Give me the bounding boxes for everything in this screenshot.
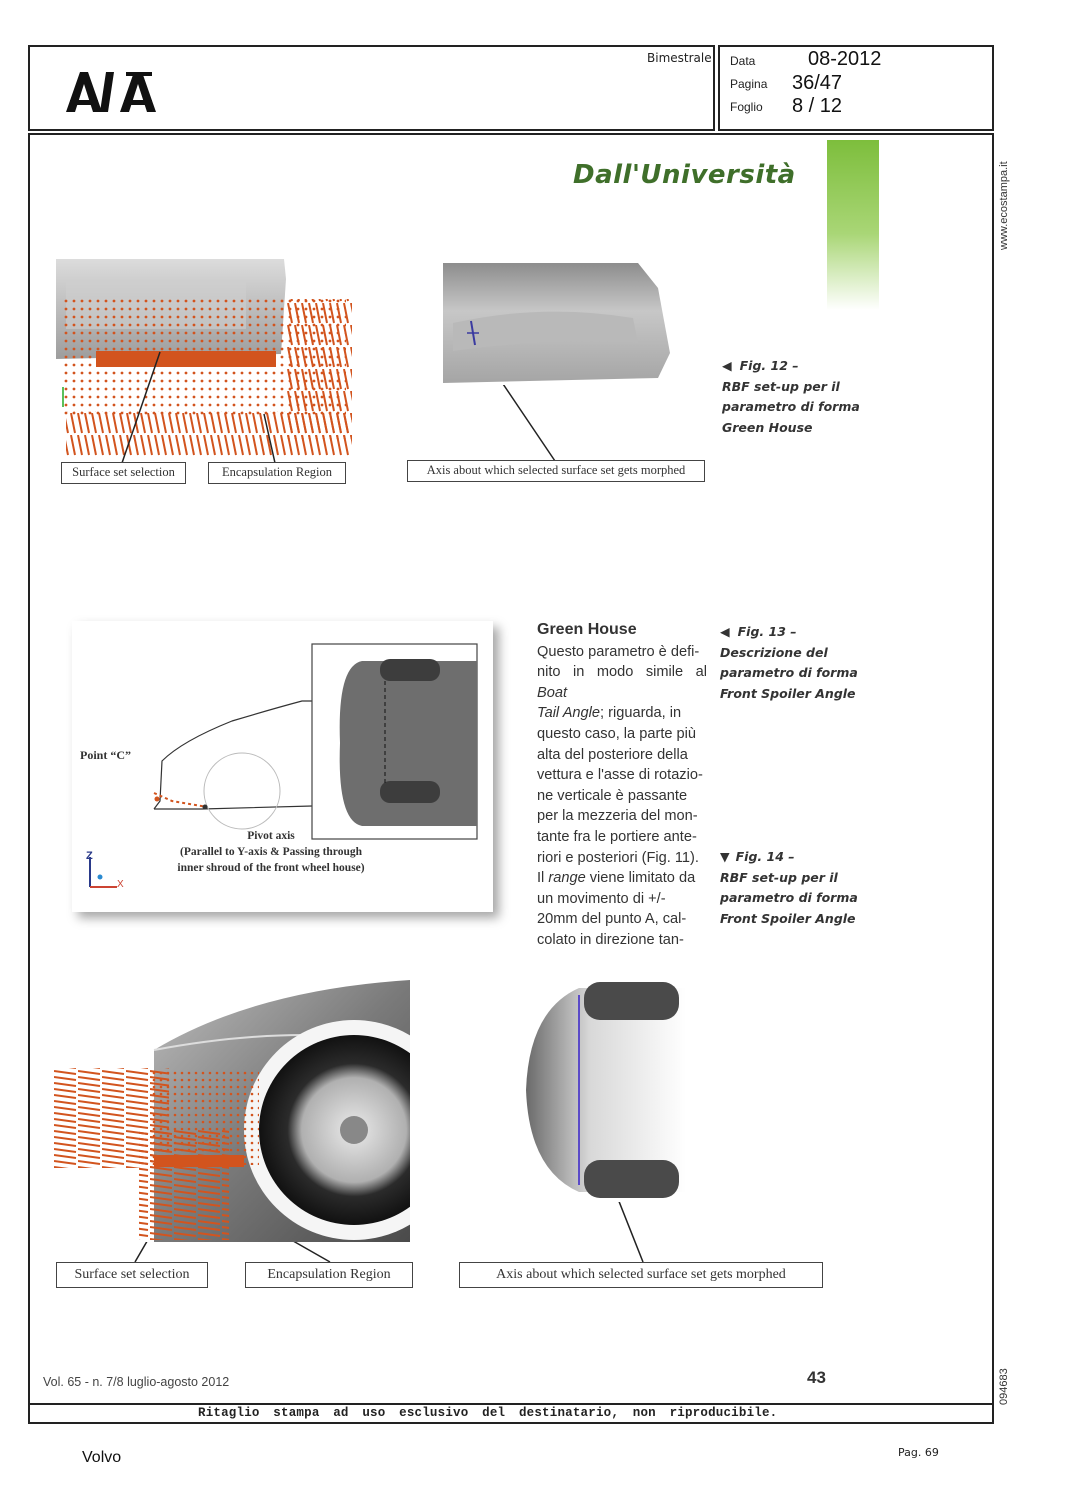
fig12-caption-line2: parametro di forma: [722, 399, 860, 414]
page-label: Pagina: [730, 77, 768, 91]
footer-divider: [28, 1403, 994, 1405]
fig14-caption-line3: Front Spoiler Angle: [720, 910, 856, 926]
ata-logo: [66, 70, 156, 114]
fig12-caption-line1: RBF set-up per il: [722, 378, 840, 394]
fig13-pivot-line1: Pivot axis: [247, 830, 295, 842]
article-line: riori e posteriori (Fig. 11).: [537, 849, 699, 866]
fig14-encapsulation-label: Encapsulation Region: [245, 1262, 413, 1288]
fig13-pivot-line2: (Parallel to Y-axis & Passing through: [180, 846, 362, 858]
fig14-caption-title: ▼ Fig. 14 –: [720, 849, 795, 864]
code-side-text: 094683: [998, 1368, 1010, 1405]
fig13-pivot-line3: inner shroud of the front wheel house): [177, 862, 365, 874]
page-value: 36/47: [792, 72, 843, 94]
fig12-right-image: [443, 263, 670, 385]
fig13-caption-line3: Front Spoiler Angle: [720, 685, 856, 701]
article-line: tante fra le portiere ante-: [537, 828, 697, 845]
article-line: questo caso, la parte più: [537, 725, 697, 742]
article-line: per la mezzeria del mon-: [537, 808, 698, 825]
article-line: Questo parametro è defi-: [537, 643, 700, 660]
article-line: colato in direzione tan-: [537, 931, 684, 948]
client-name: Volvo: [82, 1449, 122, 1466]
date-label: Data: [730, 54, 756, 68]
fig13-caption: [720, 622, 858, 704]
fig14-right-image: [524, 980, 686, 1202]
fig12-caption: [722, 356, 860, 438]
article-heading: Green House: [537, 621, 637, 638]
fig14-left-image: [54, 980, 410, 1242]
fig14-caption-line2: parametro di forma: [720, 890, 858, 905]
left-arrow-icon: ◀: [722, 358, 732, 373]
article-line: nito in modo simile al Boat: [537, 664, 707, 701]
fig13-caption-line1: Descrizione del: [720, 644, 828, 660]
article-line: Tail Angle; riguarda, in: [537, 705, 682, 722]
fig12-encapsulation-label: Encapsulation Region: [208, 462, 346, 484]
date-value: 08-2012: [808, 48, 882, 70]
sheet-label: Foglio: [730, 100, 763, 114]
periodicity-label: Bimestrale: [647, 51, 712, 65]
fig12-caption-title: ◀ Fig. 12 –: [722, 358, 799, 373]
fig14-axis-label: Axis about which selected surface set gets morphed: [459, 1262, 823, 1288]
fig12-axis-label: Axis about which selected surface set gets morphed: [407, 460, 705, 482]
article-line: alta del posteriore della: [537, 746, 688, 763]
volume-info: Vol. 65 - n. 7/8 luglio-agosto 2012: [43, 1375, 230, 1389]
pag-number: Pag. 69: [898, 1446, 939, 1459]
article-body: [537, 621, 707, 951]
fig14-surface-set-label: Surface set selection: [56, 1262, 208, 1288]
fig13-axis-z: Z: [86, 850, 93, 862]
down-arrow-icon: ▼: [720, 849, 730, 864]
left-arrow-icon: ◀: [720, 624, 730, 639]
website-side-text: www.ecostampa.it: [998, 161, 1010, 250]
article-line: vettura e l'asse di rotazio-: [537, 767, 703, 784]
sheet-value: 8 / 12: [792, 95, 843, 117]
fig13-caption-title: ◀ Fig. 13 –: [720, 624, 797, 639]
section-title: Dall'Università: [573, 160, 796, 190]
page-number: 43: [807, 1368, 826, 1387]
article-line: Il range viene limitato da: [537, 870, 696, 887]
fig12-surface-set-label: Surface set selection: [61, 462, 186, 484]
fig13-caption-line2: parametro di forma: [720, 665, 858, 680]
section-green-band: [827, 140, 879, 310]
fig12-left-image: [56, 259, 352, 456]
fig14-caption-line1: RBF set-up per il: [720, 869, 838, 885]
fig13-axis-x: X: [117, 879, 124, 890]
fig13-point-c-label: Point “C”: [80, 748, 131, 762]
article-line: 20mm del punto A, cal-: [537, 911, 687, 928]
article-line: un movimento di +/-: [537, 890, 666, 907]
reproduction-notice: Ritaglio stampa ad uso esclusivo del destinatario, non riproducibile.: [198, 1406, 778, 1420]
fig14-caption: [720, 847, 858, 929]
fig13-pivot-text: [160, 828, 382, 876]
article-line: ne verticale è passante: [537, 787, 688, 804]
fig12-caption-line3: Green House: [722, 419, 813, 435]
